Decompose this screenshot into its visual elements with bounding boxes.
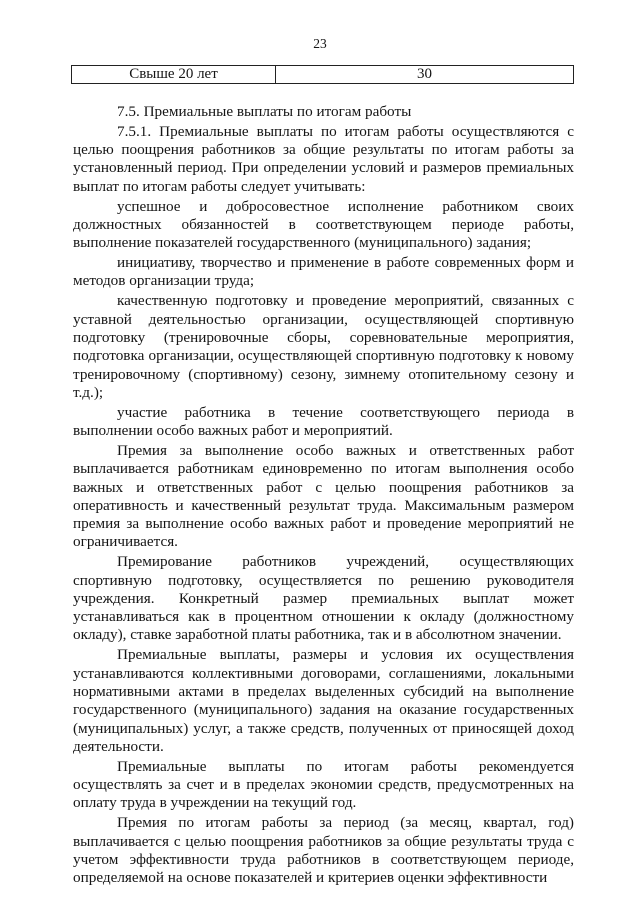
paragraph: 7.5.1. Премиальные выплаты по итогам работы осуществляются с целью поощрения работников за общие результаты по итогам работы за установленный период. При определении условий и размеров премиальных выплат по итогам работы следует учитывать: (73, 122, 574, 195)
paragraph: Премирование работников учреждений, осуществляющих спортивную подготовку, осуществляется по решению руководителя учреждения. Конкретный размер премиальных выплат может устанавливаться как в процентном отношении к окладу (должностному окладу), ставке заработной платы работника, так и в абсолютном значении. (73, 553, 574, 644)
paragraph: Премиальные выплаты по итогам работы рекомендуется осуществлять за счет и в пределах экономии средств, предусмотренных на оплату труда в учреждении на текущий год. (73, 757, 574, 812)
paragraph: Премиальные выплаты, размеры и условия их осуществления устанавливаются коллективными договорами, соглашениями, локальными нормативными актами в пределах выделенных субсидий на выполнение государственного (муниципального) задания на оказание государственных (муниципальных) услуг, а также средств, полученных от приносящей доход деятельности. (73, 646, 574, 755)
table-cell-value: 30 (276, 66, 574, 84)
seniority-table (71, 65, 574, 84)
paragraph: Премия за выполнение особо важных и ответственных работ выплачивается работникам единовременно по итогам выполнения особо важных и ответственных работ с целью поощрения работников за оперативность и качественный результат труда. Максимальным размером премия за выполнение особо важных работ и проведение мероприятий не ограничивается. (73, 441, 574, 551)
paragraph: участие работника в течение соответствующего периода в выполнении особо важных работ и мероприятий. (73, 403, 574, 440)
paragraph: качественную подготовку и проведение мероприятий, связанных с уставной деятельностью организации, осуществляющей спортивную подготовку (тренировочные сборы, соревновательные мероприятия, подготовка организации, осуществляющей спортивную подготовку к новому тренировочному (спортивному) сезону, зимнему отопительному сезону и т.д.); (73, 292, 574, 401)
paragraph: Премия по итогам работы за период (за месяц, квартал, год) выплачивается с целью поощрения работников за общие результаты труда с учетом эффективности труда работников в соответствующем периоде, определяемой на основе показателей и критериев оценки эффективности (73, 814, 574, 887)
document-body (73, 103, 574, 889)
section-heading: 7.5. Премиальные выплаты по итогам работы (117, 103, 412, 120)
page-number: 23 (313, 36, 327, 51)
table-cell-period: Свыше 20 лет (72, 66, 276, 84)
table-row (72, 66, 574, 84)
paragraph: инициативу, творчество и применение в работе современных форм и методов организации труда; (73, 254, 574, 290)
paragraph: успешное и добросовестное исполнение работником своих должностных обязанностей в соответствующем периоде работы, выполнение показателей государственного (муниципального) задания; (73, 197, 574, 252)
